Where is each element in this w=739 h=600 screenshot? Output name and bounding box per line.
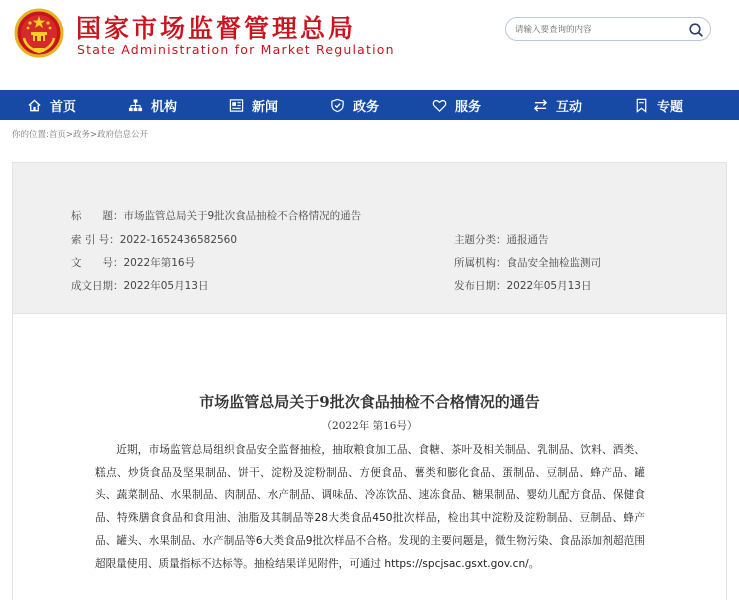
breadcrumb-separator: > — [90, 130, 98, 140]
nav-item-topics[interactable] — [634, 90, 683, 120]
search-input[interactable] — [515, 22, 680, 37]
search-box — [505, 17, 711, 41]
article-body: 近期，市场监管总局组织食品安全监督抽检，抽取粮食加工品、食糖、茶叶及相关制品、乳制品、饮料、酒类、糕点、炒货食品及坚果制品、饼干、淀粉及淀粉制品、方便食品、薯类和膨化食品、蛋制品、豆制品、蜂产品、罐头、蔬菜制品、水果制品、肉制品、水产制品、调味品、冷冻饮品、速冻食品、糖果制品、婴幼儿配方食品、保健食品、特殊膳食食品和食用油、油脂及其制品等28大类食品450批次样品，检出其中淀粉及淀粉制品、豆制品、蜂产品、罐头、水果制品、水产制品等6大类食品9批次样品不合格。发现的主要问题是，微生物污染、食品添加剂超范围超限量使用、质量指标不达标等。抽检结果详见附件，可通过 https://spcjsac.gsxt.gov.cn/。 — [95, 444, 645, 570]
nav-label: 政务 — [353, 99, 380, 115]
site-header — [0, 0, 739, 90]
meta-published-label: 发布日期： — [454, 280, 507, 292]
meta-title-label: 标 题： — [71, 210, 124, 222]
meta-agency-row — [454, 255, 601, 270]
exchange-icon — [533, 98, 548, 113]
meta-title-row — [71, 208, 361, 223]
meta-index-value: 2022-1652436582560 — [119, 234, 238, 246]
meta-published-row — [454, 278, 591, 293]
breadcrumb-link-home[interactable]: 首页 — [48, 130, 66, 140]
nav-label: 互动 — [556, 99, 583, 115]
meta-doc-label: 文 号： — [71, 257, 124, 269]
nav-label: 专题 — [657, 99, 684, 115]
nav-label: 新闻 — [252, 99, 279, 115]
nav-label: 服务 — [455, 99, 482, 115]
bookmark-icon — [634, 98, 649, 113]
article-number: （2022年 第16号） — [321, 420, 418, 432]
meta-doc-row — [71, 255, 195, 270]
meta-created-label: 成文日期： — [71, 280, 124, 292]
nav-label: 机构 — [151, 99, 178, 115]
news-icon — [229, 98, 244, 113]
meta-created-row — [71, 278, 208, 293]
meta-published-value: 2022年05月13日 — [506, 280, 592, 292]
site-name-english[interactable]: State Administration for Market Regulation — [77, 42, 395, 57]
nav-item-news[interactable] — [229, 90, 278, 120]
meta-title-value: 市场监管总局关于9批次食品抽检不合格情况的通告 — [123, 210, 362, 222]
article-meta — [13, 163, 726, 314]
article-panel — [12, 162, 727, 600]
main-nav — [0, 90, 739, 120]
nav-item-interaction[interactable] — [533, 90, 582, 120]
nav-label: 首页 — [50, 99, 77, 115]
breadcrumb-link-disclosure[interactable]: 政府信息公开 — [97, 130, 149, 140]
breadcrumb-link-government[interactable]: 政务 — [73, 130, 91, 140]
shield-icon — [330, 98, 345, 113]
breadcrumb-prefix: 你的位置: — [12, 130, 49, 140]
home-icon — [27, 98, 42, 113]
meta-index-row — [71, 232, 237, 247]
heart-icon — [432, 98, 447, 113]
meta-agency-label: 所属机构： — [454, 257, 507, 269]
nav-item-service[interactable] — [432, 90, 481, 120]
meta-index-label: 索 引 号： — [71, 234, 120, 246]
meta-topic-value: 通报通告 — [506, 234, 549, 246]
meta-agency-value: 食品安全抽检监测司 — [506, 257, 601, 269]
breadcrumb-separator: > — [65, 130, 74, 140]
search-icon[interactable] — [688, 22, 704, 38]
nav-item-organization[interactable] — [128, 90, 177, 120]
meta-topic-row — [454, 232, 549, 247]
nav-item-government[interactable] — [330, 90, 379, 120]
org-chart-icon — [128, 98, 143, 113]
site-name-chinese[interactable]: 国家市场监督管理总局 — [76, 14, 357, 43]
meta-created-value: 2022年05月13日 — [123, 280, 209, 292]
meta-doc-value: 2022年第16号 — [123, 257, 196, 269]
national-emblem-icon[interactable] — [14, 8, 64, 58]
breadcrumb — [12, 128, 148, 140]
nav-item-home[interactable] — [27, 90, 76, 120]
article-title: 市场监管总局关于9批次食品抽检不合格情况的通告 — [199, 393, 540, 411]
meta-topic-label: 主题分类： — [454, 234, 507, 246]
